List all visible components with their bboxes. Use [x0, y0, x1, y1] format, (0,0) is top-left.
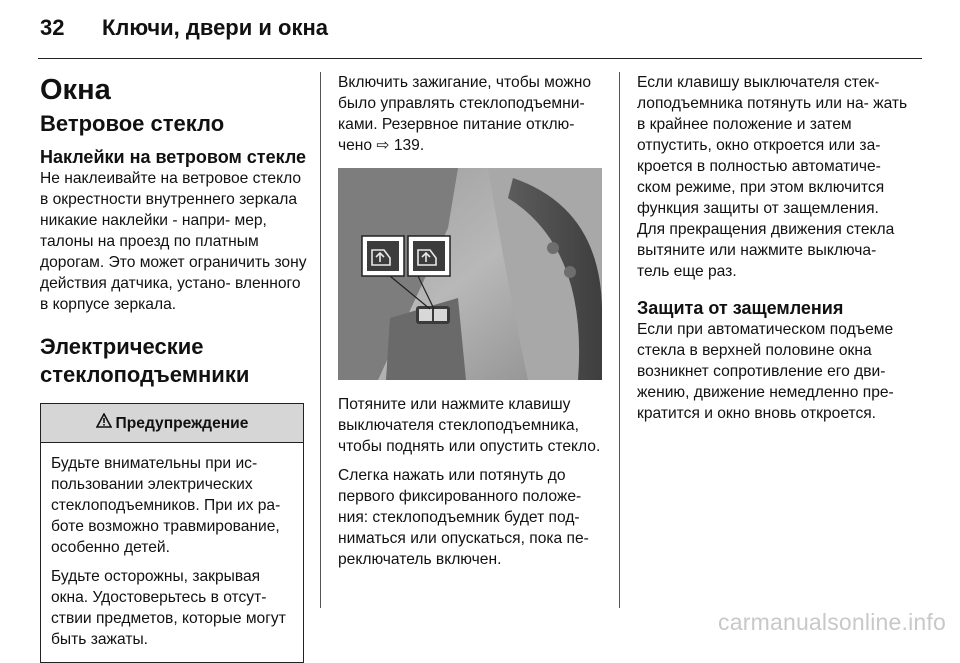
- paragraph: [338, 72, 604, 156]
- column-divider: [619, 72, 620, 608]
- reference-arrow-icon: ⇨: [376, 137, 394, 154]
- page-header: [40, 8, 328, 48]
- paragraph: Если клавишу выключателя стек- лоподъемника потянуть или на- жать в крайнее положение и затем отпустить, окно откроется или за- кроется в полностью автоматиче- ском режиме, при этом включится функция защиты от защемления. Для прекращения движения стекла вытяните или нажмите выключа- тель еще раз.: [637, 74, 908, 280]
- section-title: Окна: [40, 74, 111, 106]
- header-rule: [38, 58, 922, 59]
- running-title: Ключи, двери и окна: [102, 15, 328, 40]
- column-middle: [338, 72, 604, 570]
- warning-header: [41, 404, 303, 443]
- warning-paragraph: Будьте внимательны при ис- пользовании электрических стеклоподъемников. При их ра- боте возможно травмирование, особенно детей.: [51, 455, 281, 556]
- paragraph: Потяните или нажмите клавишу выключателя стеклоподъемника, чтобы поднять или опустить стекло.: [338, 396, 601, 455]
- column-divider: [320, 72, 321, 608]
- topic-title: Защита от защемления: [637, 298, 844, 318]
- column-left: [40, 72, 308, 663]
- warning-triangle-icon: [96, 413, 112, 434]
- warning-title: Предупреждение: [115, 414, 249, 432]
- subsection-title: Электрические стеклоподъемники: [40, 334, 250, 387]
- page-reference: 139.: [393, 137, 425, 154]
- warning-box: [40, 403, 304, 663]
- warning-paragraph: Будьте осторожны, закрывая окна. Удостоверьтесь в отсут- ствии предметов, которые могут быть зажаты.: [51, 568, 286, 648]
- topic-title: Наклейки на ветровом стекле: [40, 147, 307, 167]
- column-right: [637, 72, 909, 424]
- watermark: carmanualsonline.info: [718, 609, 946, 635]
- warning-body: [41, 443, 303, 662]
- window-switch-photo: [338, 168, 602, 380]
- subsection-title: Ветровое стекло: [40, 111, 225, 136]
- page-number: 32: [40, 15, 65, 40]
- paragraph: Слегка нажать или потянуть до первого фиксированного положе- ния: стеклоподъемник будет под- ниматься или опускаться, пока пе- реключатель включен.: [338, 467, 589, 568]
- paragraph-text: Включить зажигание, чтобы можно было управлять стеклоподъемни- ками. Резервное питание отклю- чено: [338, 74, 592, 154]
- paragraph: Если при автоматическом подъеме стекла в верхней половине окна возникнет сопротивление его дви- жению, движение немедленно пре- кратится и окно вновь откроется.: [637, 321, 894, 422]
- paragraph: Не наклеивайте на ветровое стекло в окрестности внутреннего зеркала никакие наклейки - напри- мер, талоны на проезд по платным дорогам. Это может ограничить зону действия датчика, устано- вленного в корпусе зеркала.: [40, 170, 307, 313]
